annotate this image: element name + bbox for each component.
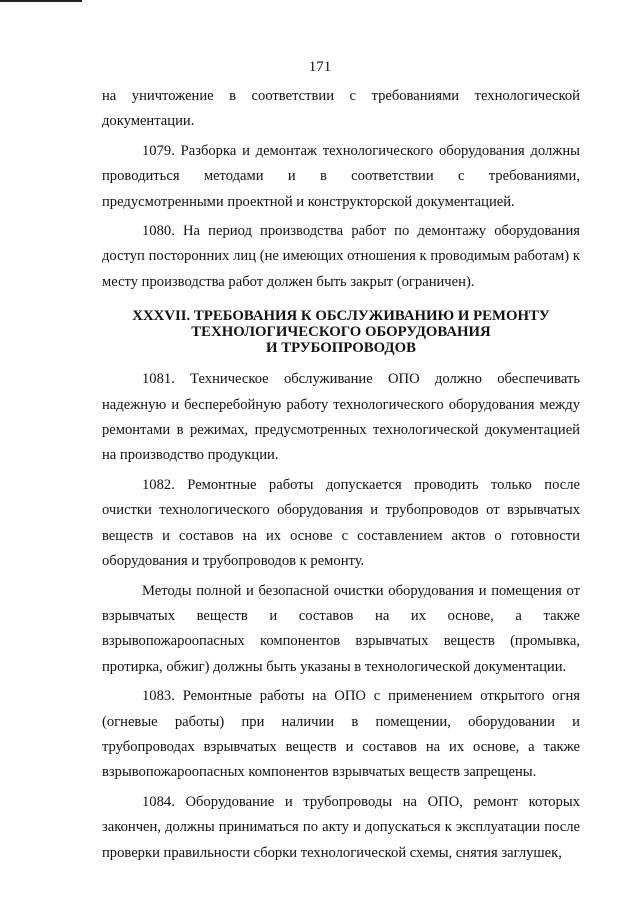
paragraph-1080: 1080. На период производства работ по демонтажу оборудования доступ посторонних лиц (не имеющих отношения к проводимым работам) к месту производства работ должен быть закрыт (ограничен). [102,223,580,290]
paragraph-continuation: на уничтожение в соответствии с требованиями технологической документации. [102,88,580,130]
section-title-line-3: И ТРУБОПРОВОДОВ [266,340,416,357]
paragraph-cleaning-methods: Методы полной и безопасной очистки оборудования и помещения от взрывчатых веществ и составов на их основе, а также взрывопожароопасных компонентов взрывчатых веществ (промывка, протирка, обжиг) должны быть указаны в технологической документации. [102,582,580,675]
paragraph-1083: 1083. Ремонтные работы на ОПО с применением открытого огня (огневые работы) при наличии в помещении, оборудовании и трубопроводах взрывчатых веществ и составов на их основе, а также взрывопожароопасных компонентов взрывчатых веществ запрещены. [102,688,580,781]
document-body [102,84,580,866]
paragraph-1079: 1079. Разборка и демонтаж технологического оборудования должны проводиться методами и в соответствии с требованиями, предусмотренными проектной и конструкторской документацией. [102,142,580,210]
section-title [102,308,580,356]
section-title-line-1: XXXVII. ТРЕБОВАНИЯ К ОБСЛУЖИВАНИЮ И РЕМОНТУ [132,308,550,325]
paragraph-1081: 1081. Техническое обслуживание ОПО должно обеспечивать надежную и бесперебойную работу технологического оборудования между ремонтами в режимах, предусмотренных технологической документацией на производство продукции. [102,371,580,464]
paragraph-1082: 1082. Ремонтные работы допускается проводить только после очистки технологического оборудования и трубопроводов от взрывчатых веществ и составов на их основе с составлением актов о готовности оборудования и трубопроводов к ремонту. [102,476,580,570]
section-title-line-2: ТЕХНОЛОГИЧЕСКОГО ОБОРУДОВАНИЯ [191,324,491,341]
page-number: 171 [308,59,332,75]
top-edge-rule [0,0,82,2]
paragraph-1084: 1084. Оборудование и трубопроводы на ОПО, ремонт которых закончен, должны приниматься по акту и допускаться к эксплуатации после проверки правильности сборки технологической схемы, снятия заглушек, [102,793,580,861]
